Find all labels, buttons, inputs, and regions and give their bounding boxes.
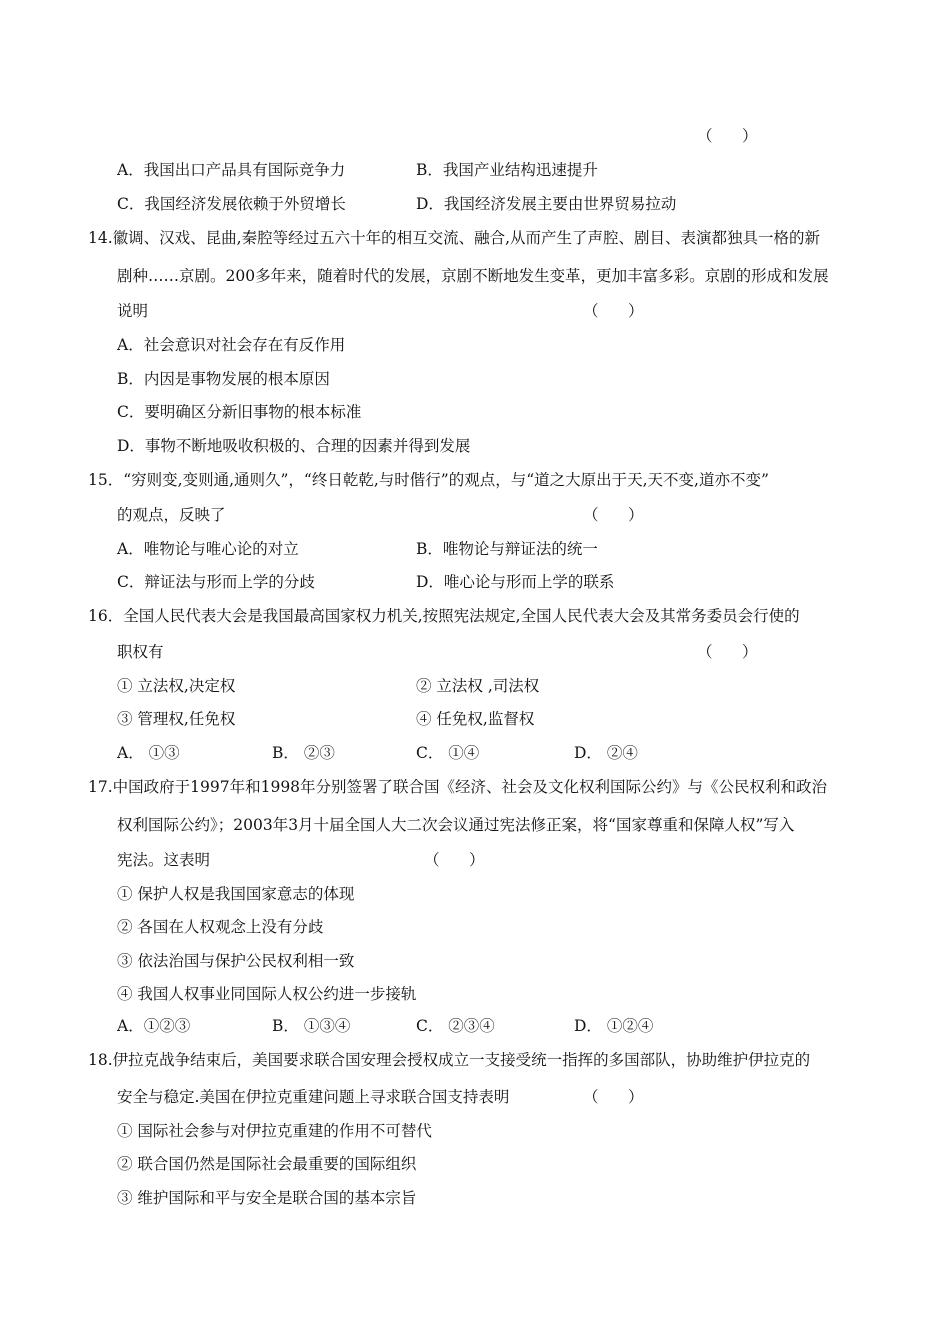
- q15-option-b: B．唯物论与辩证法的统一: [416, 540, 598, 558]
- q17-item-1: ① 保护人权是我国国家意志的体现: [117, 885, 355, 903]
- q17-option-b: B． ①③④: [272, 1017, 351, 1035]
- q14-stem-line2: 剧种……京剧。200多年来，随着时代的发展，京剧不断地发生变革，更加丰富多彩。京剧的形成和发展: [117, 267, 829, 285]
- q18-item-2: ② 联合国仍然是国际社会最重要的国际组织: [117, 1155, 417, 1173]
- q13-option-a: A．我国出口产品具有国际竞争力: [117, 161, 346, 179]
- q15-option-d: D．唯心论与形而上学的联系: [416, 573, 615, 591]
- q18-answer-paren: （ ）: [583, 1088, 644, 1106]
- q16-item-1: ① 立法权,决定权: [117, 677, 236, 695]
- q16-item-2: ② 立法权 ,司法权: [416, 677, 540, 695]
- q16-answer-paren: （ ）: [697, 643, 758, 661]
- q17-option-d: D． ①②④: [574, 1017, 654, 1035]
- q17-item-4: ④ 我国人权事业同国际人权公约进一步接轨: [117, 985, 417, 1003]
- q16-option-d: D． ②④: [574, 744, 638, 762]
- q15-stem-line1: 15．“穷则变,变则通,通则久”，“终日乾乾,与时偕行”的观点，与“道之大原出于天,天不变,道亦不变”: [88, 471, 769, 489]
- q14-option-d: D．事物不断地吸收积极的、合理的因素并得到发展: [117, 437, 471, 455]
- q17-option-a: A．①②③: [117, 1017, 191, 1035]
- q17-item-3: ③ 依法治国与保护公民权利相一致: [117, 952, 355, 970]
- q17-stem-line2: 权利国际公约》；2003年3月十届全国人大二次会议通过宪法修正案，将“国家尊重和保障人权”写入: [117, 816, 795, 834]
- q16-item-3: ③ 管理权,任免权: [117, 710, 236, 728]
- q17-answer-paren: （ ）: [424, 851, 485, 869]
- q13-option-c: C．我国经济发展依赖于外贸增长: [117, 195, 346, 213]
- q16-stem-line2: 职权有: [117, 643, 164, 661]
- q16-option-a: A． ①③: [117, 744, 180, 762]
- q15-answer-paren: （ ）: [583, 506, 644, 524]
- q18-item-1: ① 国际社会参与对伊拉克重建的作用不可替代: [117, 1122, 432, 1140]
- q14-stem-line1: 14.徽调、汉戏、昆曲,秦腔等经过五六十年的相互交流、融合,从而产生了声腔、剧目、表演都独具一格的新: [88, 229, 821, 247]
- q14-stem-line3: 说明: [117, 302, 149, 320]
- q13-option-d: D．我国经济发展主要由世界贸易拉动: [416, 195, 677, 213]
- q16-option-c: C． ①④: [416, 744, 480, 762]
- q14-option-a: A．社会意识对社会存在有反作用: [117, 336, 346, 354]
- q17-item-2: ② 各国在人权观念上没有分歧: [117, 918, 324, 936]
- q15-option-c: C．辩证法与形而上学的分歧: [117, 573, 315, 591]
- q16-stem-line1: 16．全国人民代表大会是我国最高国家权力机关,按照宪法规定,全国人民代表大会及其常务委员会行使的: [88, 607, 800, 625]
- q14-option-c: C．要明确区分新旧事物的根本标准: [117, 403, 362, 421]
- q17-stem-line3: 宪法。这表明: [117, 851, 211, 869]
- q18-stem-line2: 安全与稳定.美国在伊拉克重建问题上寻求联合国支持表明: [117, 1088, 510, 1106]
- q14-option-b: B．内因是事物发展的根本原因: [117, 370, 330, 388]
- q16-item-4: ④ 任免权,监督权: [416, 710, 535, 728]
- q16-option-b: B． ②③: [272, 744, 335, 762]
- q13-answer-paren: （ ）: [697, 127, 758, 145]
- q18-item-3: ③ 维护国际和平与安全是联合国的基本宗旨: [117, 1189, 417, 1207]
- q18-stem-line1: 18.伊拉克战争结束后，美国要求联合国安理会授权成立一支接受统一指挥的多国部队，协助维护伊拉克的: [88, 1051, 811, 1069]
- q14-answer-paren: （ ）: [583, 302, 644, 320]
- q15-stem-line2: 的观点，反映了: [117, 506, 226, 524]
- q17-stem-line1: 17.中国政府于1997年和1998年分别签署了联合国《经济、社会及文化权利国际公约》与《公民权利和政治: [88, 778, 828, 796]
- q13-option-b: B．我国产业结构迅速提升: [416, 161, 598, 179]
- q17-option-c: C． ②③④: [416, 1017, 495, 1035]
- q15-option-a: A．唯物论与唯心论的对立: [117, 540, 299, 558]
